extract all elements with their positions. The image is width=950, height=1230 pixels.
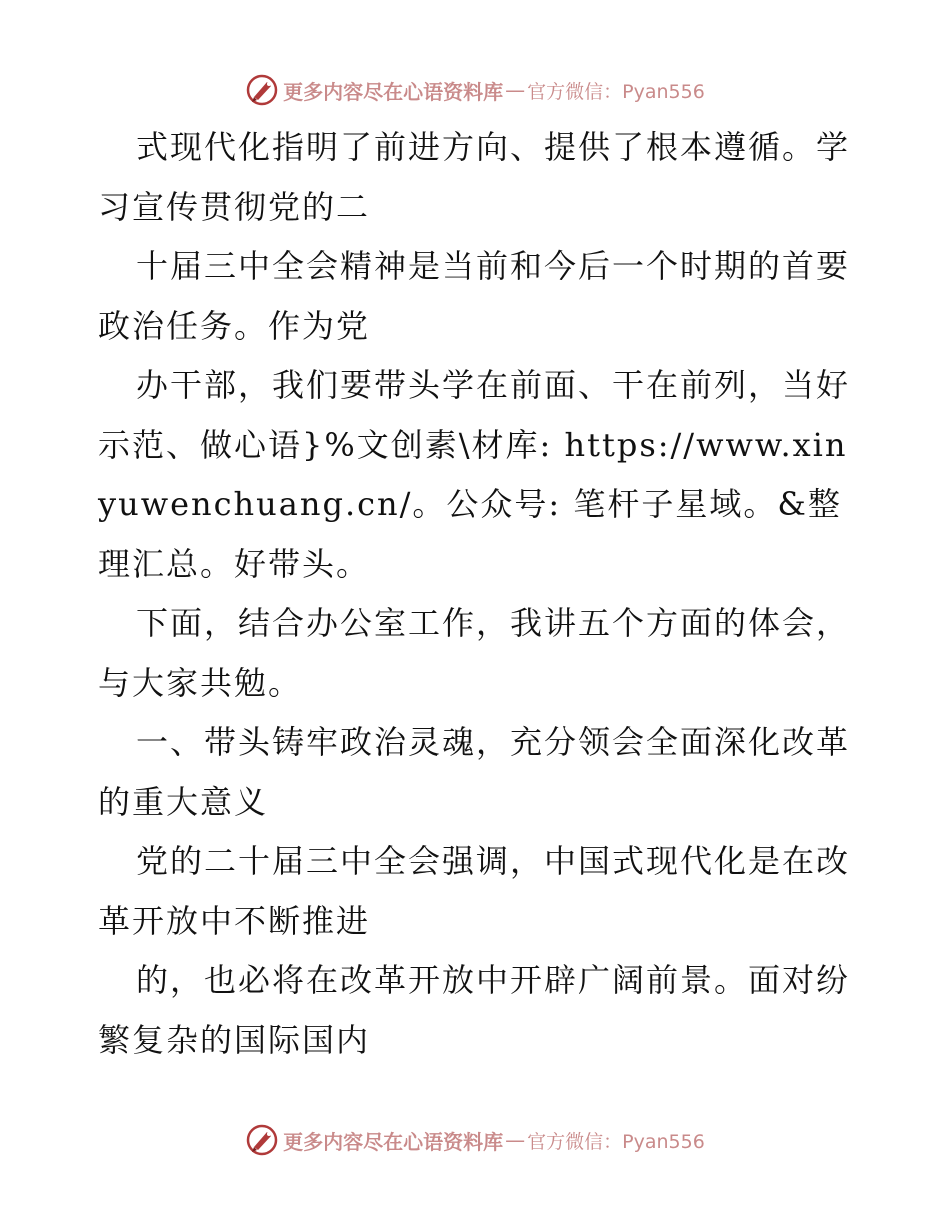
pen-logo-icon — [245, 1123, 279, 1157]
paragraph: 十届三中全会精神是当前和今后一个时期的首要政治任务。作为党 — [98, 247, 851, 345]
pen-logo-icon — [245, 73, 279, 107]
banner-wechat-text: 官方微信：Pyan556 — [527, 80, 705, 103]
banner-wechat-text: 官方微信：Pyan556 — [527, 1130, 705, 1153]
section-heading: 一、带头铸牢政治灵魂，充分领会全面深化改革的重大意义 — [98, 723, 851, 821]
banner-main-text: 更多内容尽在心语资料库 — [283, 79, 504, 104]
banner-main-text: 更多内容尽在心语资料库 — [283, 1129, 504, 1154]
paragraph: 办干部，我们要带头学在前面、干在前列，当好示范、做心语}%文创素\材库: https://www.xinyuwenchuang.cn/。公众号: 笔杆子星域。&整理汇总。好带头。 — [98, 366, 851, 583]
header-banner — [0, 70, 950, 110]
paragraph: 的，也必将在改革开放中开辟广阔前景。面对纷繁复杂的国际国内 — [98, 961, 851, 1059]
paragraph: 党的二十届三中全会强调，中国式现代化是在改革开放中不断推进 — [98, 842, 851, 940]
footer-banner — [0, 1120, 950, 1160]
banner-separator: — — [505, 78, 526, 102]
paragraph: 式现代化指明了前进方向、提供了根本遵循。学习宣传贯彻党的二 — [98, 128, 851, 226]
paragraph: 下面，结合办公室工作，我讲五个方面的体会，与大家共勉。 — [98, 604, 851, 702]
banner-separator: — — [505, 1128, 526, 1152]
document-body — [98, 118, 858, 1070]
